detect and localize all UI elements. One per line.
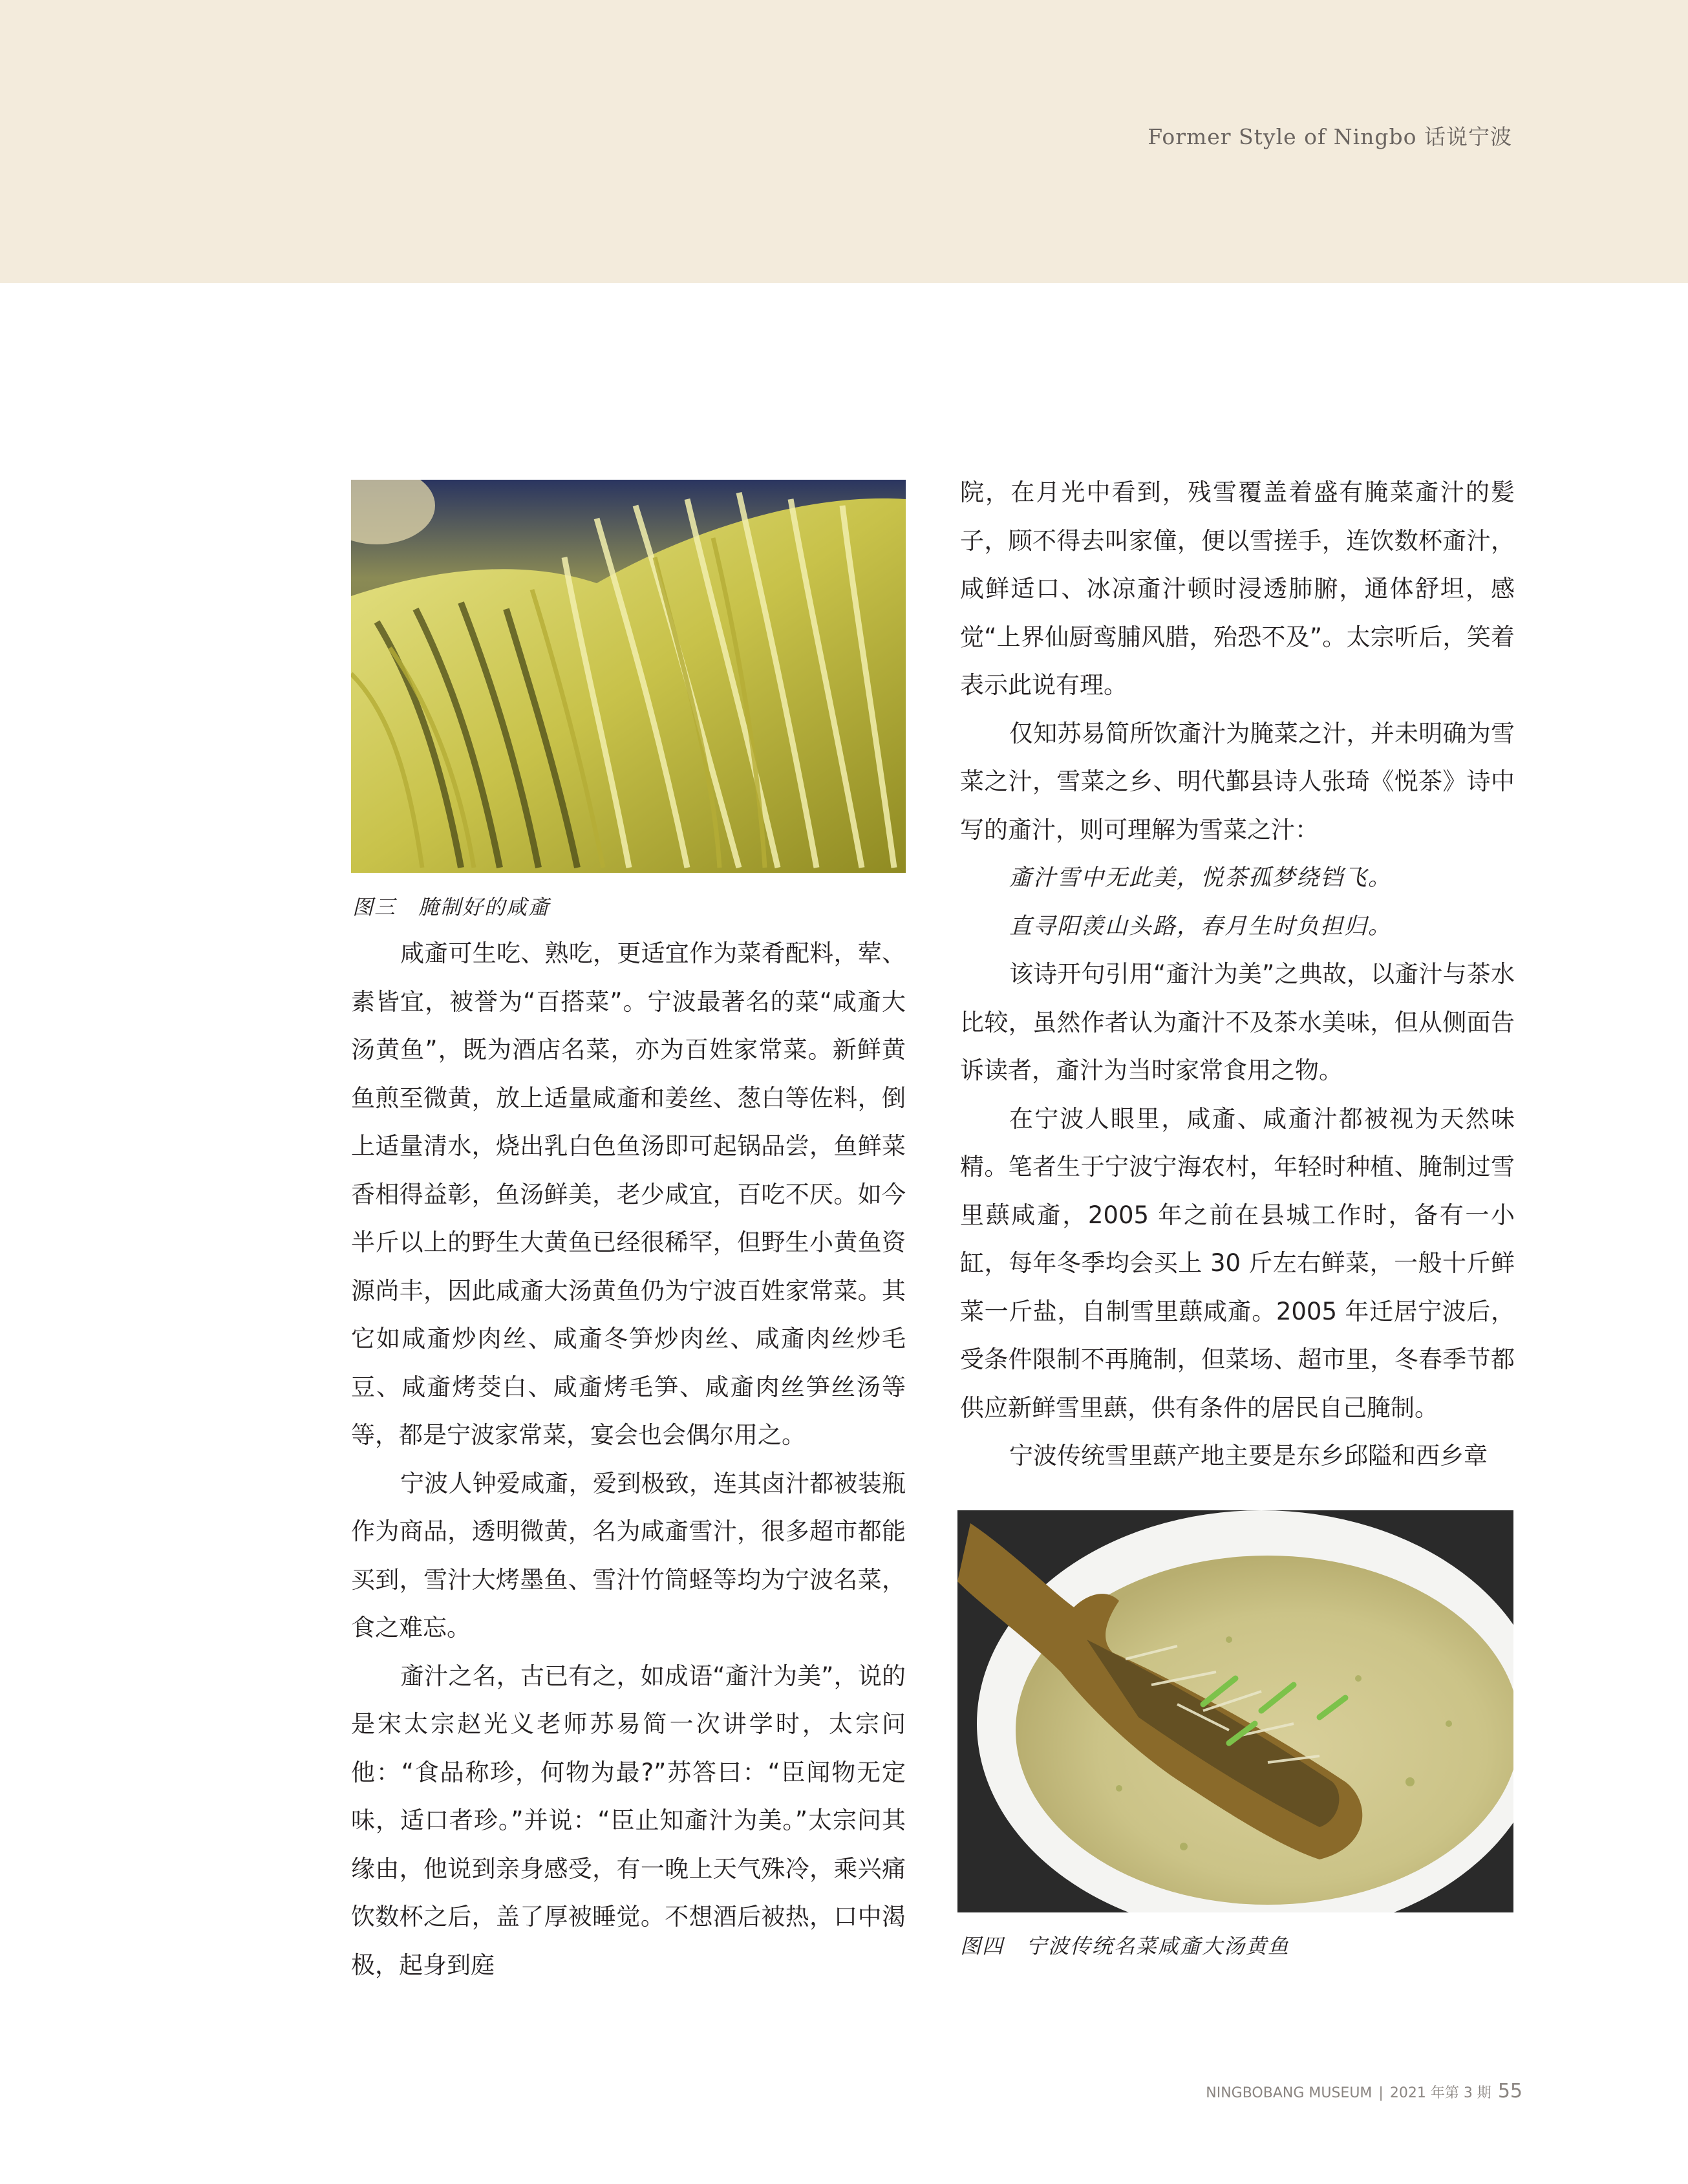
paragraph: 齑汁之名，古已有之，如成语“齑汁为美”，说的是宋太宗赵光义老师苏易简一次讲学时，太宗问他：“食品称珍，何物为最?”苏答曰：“臣闻物无定味，适口者珍。”并说：“臣止知齑汁为美。”太宗问其缘由，他说到亲身感受，有一晚上天气殊冷，乘兴痛饮数杯之后，盖了厚被睡觉。不想酒后被热，口中渴极，起身到庭 [351,1662,906,1979]
page-number: 55 [1497,2080,1522,2103]
issue-label: 2021 年第 3 期 [1389,2085,1491,2101]
paragraph: 仅知苏易简所饮齑汁为腌菜之汁，并未明确为雪菜之汁，雪菜之乡、明代鄞县诗人张琦《悦茶》诗中写的齑汁，则可理解为雪菜之汁： [960,719,1515,844]
photo-pickled-greens [351,480,906,873]
paragraph: 院，在月光中看到，残雪覆盖着盛有腌菜齑汁的髪子，顾不得去叫家僮，便以雪搓手，连饮数杯齑汁，咸鲜适口、冰凉齑汁顿时浸透肺腑，通体舒坦，感觉“上界仙厨鸾脯风腊，殆恐不及”。太宗听后，笑着表示此说有理。 [960,478,1515,699]
poem-line: 直寻阳羡山头路，春月生时负担归。 [1009,913,1393,939]
right-column [960,469,1515,1481]
paragraph: 该诗开句引用“齑汁为美”之典故，以齑汁与茶水比较，虽然作者认为齑汁不及茶水美味，但从侧面告诉读者，齑汁为当时家常食用之物。 [960,960,1515,1084]
paragraph: 咸齑可生吃、熟吃，更适宜作为菜肴配料，荤、素皆宜，被誉为“百搭菜”。宁波最著名的菜“咸齑大汤黄鱼”，既为酒店名菜，亦为百姓家常菜。新鲜黄鱼煎至微黄，放上适量咸齑和姜丝、葱白等佐料，倒上适量清水，烧出乳白色鱼汤即可起锅品尝，鱼鲜菜香相得益彰，鱼汤鲜美，老少咸宜，百吃不厌。如今半斤以上的野生大黄鱼已经很稀罕，但野生小黄鱼资源尚丰，因此咸齑大汤黄鱼仍为宁波百姓家常菜。其它如咸齑炒肉丝、咸齑冬笋炒肉丝、咸齑肉丝炒毛豆、咸齑烤茭白、咸齑烤毛笋、咸齑肉丝笋丝汤等等，都是宁波家常菜，宴会也会偶尔用之。 [351,939,906,1449]
figure-3-caption: 图三 腌制好的咸齑 [352,895,551,919]
figure-4-caption: 图四 宁波传统名菜咸齑大汤黄鱼 [960,1934,1290,1958]
photo-yellow-croaker-soup [957,1510,1513,1912]
paragraph: 在宁波人眼里，咸齑、咸齑汁都被视为天然味精。笔者生于宁波宁海农村，年轻时种植、腌制过雪里蕻咸齑，2005 年之前在县城工作时，备有一小缸，每年冬季均会买上 30 斤左右鲜菜，一般十斤鲜菜一斤盐，自制雪里蕻咸齑。2005 年迁居宁波后，受条件限制不再腌制，但菜场、超市里，冬春季节都供应新鲜雪里蕻，供有条件的居民自己腌制。 [960,1104,1515,1422]
running-head: Former Style of Ningbo 话说宁波 [1148,124,1512,149]
left-column [351,930,906,1989]
page-footer [1206,2080,1522,2103]
paragraph: 宁波人钟爱咸齑，爱到极致，连其卤汁都被装瓶作为商品，透明微黄，名为咸齑雪汁，很多超市都能买到，雪汁大烤墨鱼、雪汁竹筒蛏等均为宁波名菜，食之难忘。 [351,1469,906,1642]
footer-separator: | [1378,2085,1384,2101]
journal-name: NINGBOBANG MUSEUM [1206,2085,1373,2101]
paragraph: 宁波传统雪里蕻产地主要是东乡邱隘和西乡章 [1009,1442,1488,1470]
poem-line: 齑汁雪中无此美，悦茶孤梦绕铛飞。 [1009,865,1393,891]
